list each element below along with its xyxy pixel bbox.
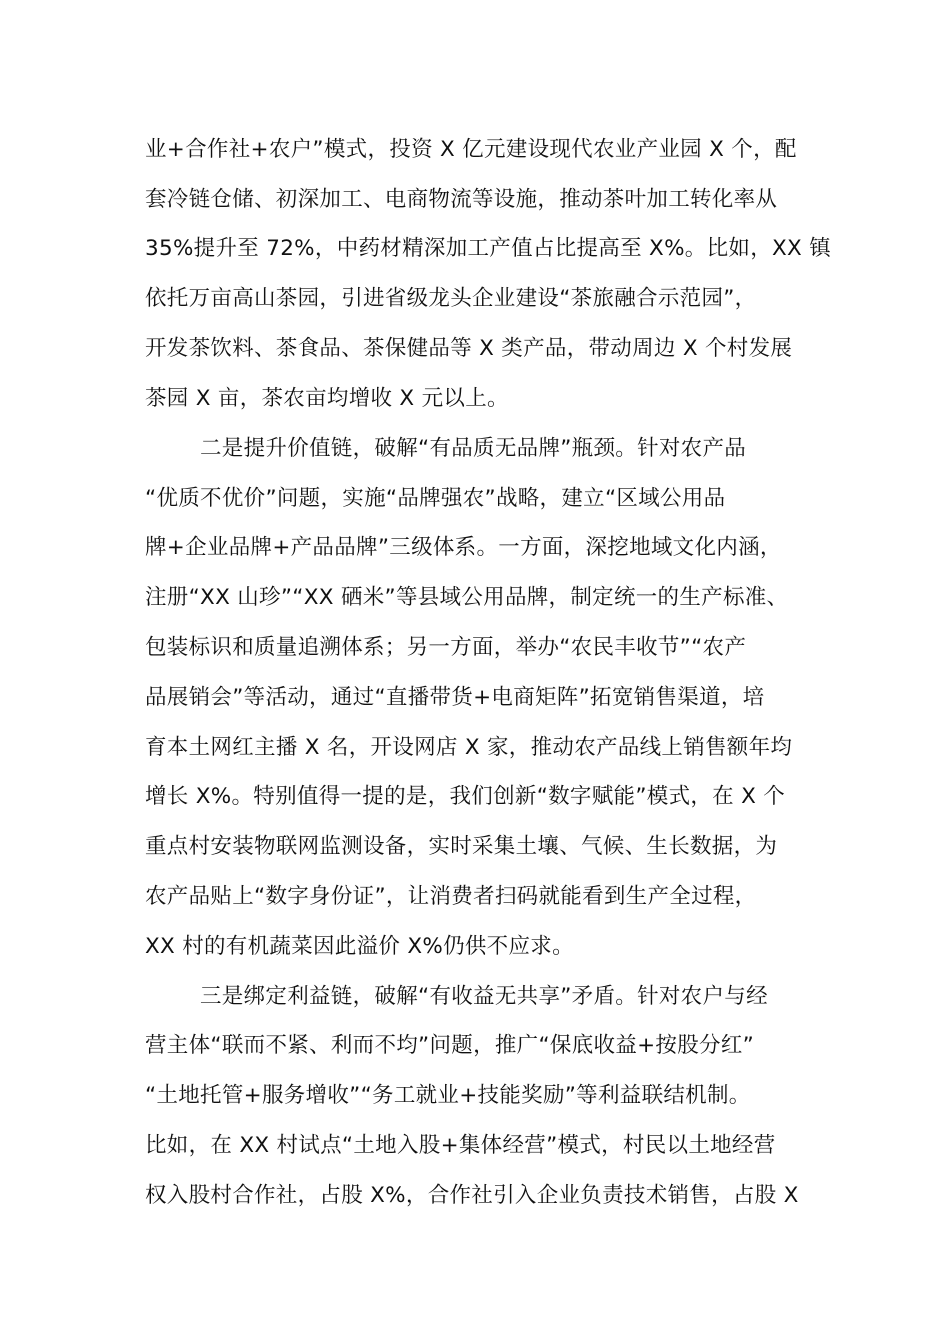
paragraph-2-line-8: 增长 X%。特别值得一提的是，我们创新“数字赋能”模式，在 X 个 bbox=[145, 784, 786, 809]
paragraph-1-line-4: 依托万亩高山茶园，引进省级龙头企业建设“茶旅融合示范园”， bbox=[145, 286, 757, 311]
paragraph-3-line-4: 比如，在 XX 村试点“土地入股+集体经营”模式，村民以土地经营 bbox=[145, 1133, 776, 1158]
paragraph-2-line-5: 包装标识和质量追溯体系；另一方面，举办“农民丰收节”“农产 bbox=[145, 635, 747, 660]
paragraph-2-line-7: 育本土网红主播 X 名，开设网店 X 家，推动农产品线上销售额年均 bbox=[145, 735, 793, 760]
paragraph-1-line-5: 开发茶饮料、茶食品、茶保健品等 X 类产品，带动周边 X 个村发展 bbox=[145, 336, 793, 361]
paragraph-2-line-11: XX 村的有机蔬菜因此溢价 X%仍供不应求。 bbox=[145, 934, 574, 959]
paragraph-3-line-2: 营主体“联而不紧、利而不均”问题，推广“保底收益+按股分红” bbox=[145, 1033, 755, 1058]
paragraph-1-line-3: 35%提升至 72%，中药材精深加工产值占比提高至 X%。比如，XX 镇 bbox=[145, 236, 831, 261]
paragraph-2-line-2: “优质不优价”问题，实施“品牌强农”战略，建立“区域公用品 bbox=[145, 486, 726, 511]
paragraph-2-line-10: 农产品贴上“数字身份证”，让消费者扫码就能看到生产全过程， bbox=[145, 884, 757, 909]
paragraph-2-line-9: 重点村安装物联网监测设备，实时采集土壤、气候、生长数据，为 bbox=[145, 834, 778, 859]
paragraph-3-line-5: 权入股村合作社，占股 X%，合作社引入企业负责技术销售，占股 X bbox=[145, 1183, 799, 1208]
paragraph-2-line-1: 二是提升价值链，破解“有品质无品牌”瓶颈。针对农产品 bbox=[200, 436, 747, 461]
paragraph-1-line-6: 茶园 X 亩，茶农亩均增收 X 元以上。 bbox=[145, 386, 509, 411]
paragraph-1-line-2: 套冷链仓储、初深加工、电商物流等设施，推动茶叶加工转化率从 bbox=[145, 187, 778, 212]
paragraph-1-line-1: 业+合作社+农户”模式，投资 X 亿元建设现代农业产业园 X 个，配 bbox=[145, 137, 797, 162]
paragraph-2-line-3: 牌+企业品牌+产品品牌”三级体系。一方面，深挖地域文化内涵， bbox=[145, 535, 782, 560]
paragraph-3-line-1: 三是绑定利益链，破解“有收益无共享”矛盾。针对农户与经 bbox=[200, 984, 768, 1009]
paragraph-2-line-6: 品展销会”等活动，通过“直播带货+电商矩阵”拓宽销售渠道，培 bbox=[145, 685, 765, 710]
paragraph-3-line-3: “土地托管+服务增收”“务工就业+技能奖励”等利益联结机制。 bbox=[145, 1083, 751, 1108]
paragraph-2-line-4: 注册“XX 山珍”“XX 硒米”等县域公用品牌，制定统一的生产标准、 bbox=[145, 585, 789, 610]
